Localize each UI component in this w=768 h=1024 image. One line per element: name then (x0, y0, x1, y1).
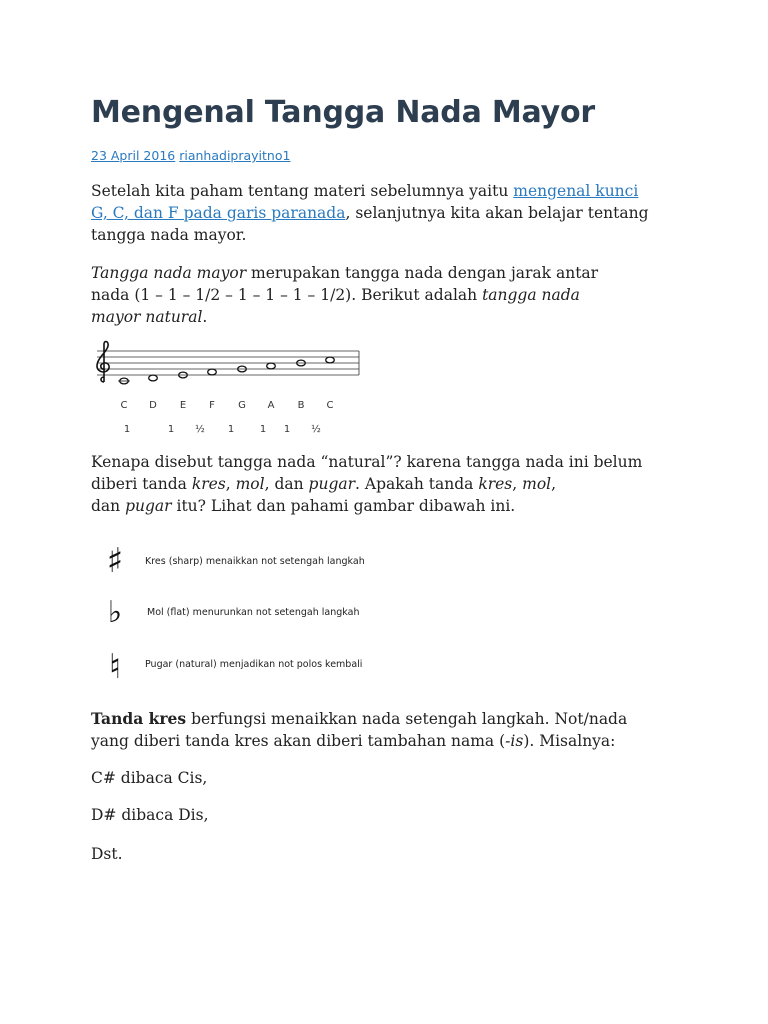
definition-intervals: nada (1 – 1 – 1/2 – 1 – 1 – 1 – 1/2). Berikut adalah (91, 286, 483, 304)
staff-lines (97, 351, 359, 375)
natural-question-paragraph (91, 451, 691, 517)
period: . (202, 308, 208, 326)
note-name: E (179, 400, 187, 411)
note-f (208, 369, 217, 375)
note-c-high (326, 357, 335, 363)
sharp-icon: ♯ (106, 541, 124, 581)
note-name: B (297, 400, 305, 411)
c-major-scale-figure (91, 336, 371, 436)
kres-paragraph (91, 708, 691, 752)
interval-step: 1 (167, 424, 175, 435)
text-fragment: . Apakah tanda (355, 475, 479, 493)
note-a (267, 363, 276, 369)
interval-step: ½ (311, 424, 321, 435)
flat-description: Mol (flat) menurunkan not setengah langkah (147, 607, 360, 618)
natural-description: Pugar (natural) menjadikan not polos kembali (145, 659, 363, 670)
term-tanda-kres: Tanda kres (91, 709, 187, 728)
definition-paragraph (91, 262, 691, 328)
kres-text-end: ). Misalnya: (523, 732, 616, 750)
text-fragment: diberi tanda (91, 475, 192, 493)
term-tangga-nada: tangga nada (482, 286, 580, 304)
term-kres: kres (478, 475, 513, 493)
note-name-row (121, 400, 334, 411)
interval-step: 1 (283, 424, 291, 435)
term-pugar: pugar (308, 475, 356, 493)
term-tangga-nada-mayor: Tangga nada mayor (91, 264, 247, 282)
author-link[interactable]: rianhadiprayitno1 (179, 148, 291, 163)
intro-text-cont: , selanjutnya kita akan belajar tentang (345, 204, 649, 222)
intro-text: Setelah kita paham tentang materi sebelumnya yaitu (91, 182, 514, 200)
post-meta (91, 148, 290, 163)
text-fragment: , (551, 475, 557, 493)
intro-paragraph (91, 180, 691, 246)
suffix-is: -is (505, 732, 524, 750)
definition-text: merupakan tangga nada dengan jarak antar (246, 264, 599, 282)
note-name: G (238, 400, 246, 411)
accidentals-figure (95, 532, 385, 692)
flat-icon: ♭ (107, 595, 123, 630)
post-date-link[interactable]: 23 April 2016 (91, 148, 176, 163)
note-name: F (209, 400, 215, 411)
term-kres: kres (191, 475, 226, 493)
example-cis: C# dibaca Cis, (91, 769, 208, 787)
text-fragment: , (512, 475, 523, 493)
term-mol: mol (235, 475, 265, 493)
text-fragment: , (225, 475, 236, 493)
interval-step: 1 (227, 424, 235, 435)
interval-step: ½ (195, 424, 205, 435)
example-dst: Dst. (91, 845, 123, 863)
interval-step: 1 (259, 424, 267, 435)
text-fragment: , dan (264, 475, 309, 493)
note-name: C (326, 400, 334, 411)
natural-icon: ♮ (108, 647, 122, 687)
article-title: Mengenal Tangga Nada Mayor (91, 95, 595, 130)
note-name: C (120, 400, 128, 411)
kres-text: berfungsi menaikkan nada setengah langkah. Not/nada (186, 710, 628, 728)
term-mayor-natural: mayor natural (91, 308, 203, 326)
interval-step: 1 (123, 424, 131, 435)
note-d (149, 375, 158, 381)
note-name: D (149, 400, 157, 411)
term-pugar: pugar (125, 497, 172, 515)
text-fragment: itu? Lihat dan pahami gambar dibawah ini. (171, 497, 516, 515)
kres-text-cont: yang diberi tanda kres akan diberi tambahan nama ( (91, 732, 506, 750)
sharp-description: Kres (sharp) menaikkan not setengah langkah (145, 556, 365, 567)
interval-row (124, 423, 321, 435)
term-mol: mol (522, 475, 552, 493)
treble-clef-icon (97, 342, 109, 382)
intro-text-end: tangga nada mayor. (91, 226, 247, 244)
note-name: A (267, 400, 275, 411)
example-dis: D# dibaca Dis, (91, 806, 209, 824)
scale-notes (118, 357, 334, 384)
question-text: Kenapa disebut tangga nada “natural”? karena tangga nada ini belum (91, 453, 643, 471)
previous-article-link[interactable]: mengenal kunci (513, 182, 639, 200)
previous-article-link-cont[interactable]: G, C, dan F pada garis paranada (91, 204, 346, 222)
text-fragment: dan (91, 497, 126, 515)
